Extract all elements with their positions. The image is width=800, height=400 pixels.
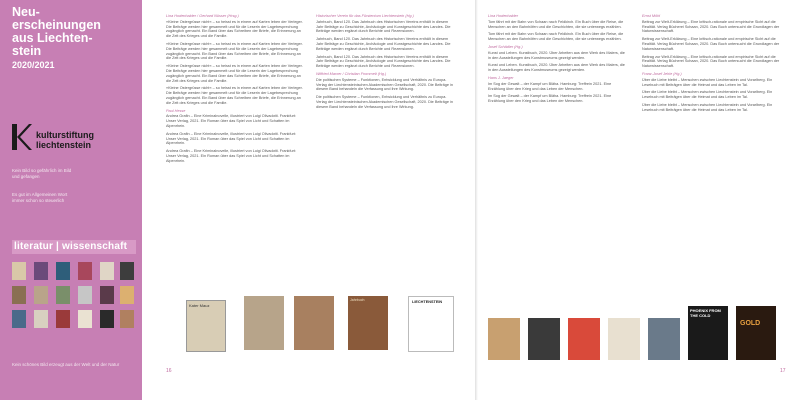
entry-text: Über die Liebe bleibt – Menschen zwischen Liechtenstein und Vorarlberg. Ein Lesebuch mit Beiträgen über die Heimat und das Leben im Tal. bbox=[642, 77, 773, 87]
thumbnail bbox=[34, 262, 48, 280]
logo-line: kulturstiftung bbox=[36, 130, 94, 140]
entry-text: Beitrag zur Welt-Erklärung – Eine kritisch-rationale und empirische Sicht auf die Realität. Verlag Bücherei Schaan, 2020. Das Buch untersucht die Grundlagen der Naturwissenschaft. bbox=[642, 37, 780, 51]
thumbnail bbox=[34, 286, 48, 304]
entry-text: Andrea Grafin – Eine Kriminalnovelle, illustriert von Luigi Olivadotti. Frankfurt: Unser Verlag, 2021. Ein Roman über das Spiel von Licht und Schatten im Alpenrhein. bbox=[166, 131, 296, 146]
entry-heading: Franz-Josef Jehle (Hg.) bbox=[642, 71, 682, 76]
book-cover-thumbnail bbox=[528, 318, 560, 360]
right-page bbox=[478, 0, 800, 400]
book-cover-thumbnail bbox=[736, 306, 776, 360]
left-column-1 bbox=[166, 14, 306, 167]
entry-text: Beitrag zur Welt-Erklärung – Eine kritisch-rationale und empirische Sicht auf die Realität. Verlag Bücherei Schaan, 2020. Das Buch untersucht die Grundlagen der Naturwissenschaft. bbox=[642, 19, 780, 34]
book-cover-thumbnail bbox=[244, 296, 284, 350]
entry-text: Andrea Grafin – Eine Kriminalnovelle, illustriert von Luigi Olivadotti. Frankfurt: Unser Verlag, 2021. Ein Roman über das Spiel von Licht und Schatten im Alpenrhein. bbox=[166, 114, 296, 128]
thumbnail bbox=[120, 286, 134, 304]
book-cover-thumbnail bbox=[608, 318, 640, 360]
right-column-2 bbox=[642, 14, 782, 116]
cover-years: 2020/2021 bbox=[12, 60, 55, 70]
entry-text: Über die Liebe bleibt – Menschen zwischen Liechtenstein und Vorarlberg. Ein Lesebuch mit Beiträgen über die Heimat und das Leben im Tal. bbox=[642, 90, 773, 100]
entry-text: Kunst und Leben. Kunstbuch, 2020. Über Arbeiten aus dem Werk des Malers, die in den Ausstellungen des Kunstmuseums gezeigt werden. bbox=[488, 50, 625, 60]
entry-text: Beitrag zur Welt-Erklärung – Eine kritisch-rationale und empirische Sicht auf die Realität. Verlag Bücherei Schaan, 2020. Das Buch untersucht die Grundlagen der Naturwissenschaft. bbox=[642, 54, 780, 69]
entry-heading: Ernst Möhl bbox=[642, 14, 661, 18]
entry-heading: Paul Hesse bbox=[166, 108, 186, 113]
cover-title-line: stein bbox=[12, 44, 42, 58]
cover-title-line: erscheinungen bbox=[12, 18, 101, 32]
entry-text: Tom fährt mit der Bahn von Schaan nach Feldkirch. Ein Buch über die Reise, die Menschen an den Bahnhöfen und die Geschichten, die sie unterwegs erzählen. bbox=[488, 32, 624, 42]
right-column-1 bbox=[488, 14, 628, 107]
book-cover-thumbnail bbox=[348, 296, 388, 350]
cover-footer: Kein schönes Bild erzeugt aus der Welt und der Natur bbox=[12, 362, 120, 367]
thumbnail bbox=[12, 262, 26, 280]
entry-text: »Kleine Ostergrüsse nicht« – so heisst es in einem auf Karten leben der Verleger. Die Beiträge werden hier gesammelt und für die Leserin der Lagebesprechung zugänglich gemacht. Ein Band über das Schreiben der Briefe, die Erinnerung an die Zeit des Krieges und die Familie. bbox=[166, 41, 303, 61]
left-column-2 bbox=[316, 14, 456, 113]
cover-blurb: Es gut im Allgemeinen Wort immer schon so steuerlich bbox=[12, 192, 68, 203]
page-number: 17 bbox=[780, 368, 786, 374]
cover-blurb: Kein Bild so gefährlich im Bild und gefangen bbox=[12, 168, 72, 179]
cover-title-line: Neu- bbox=[12, 5, 40, 19]
thumbnail bbox=[100, 310, 114, 328]
entry-text: Jahrbuch, Band 120. Das Jahrbuch des Historischen Vereins enthält in diesem Jahr Beiträge zu Geschichte, Archäologie und Kunstgeschichte des Landes. Die Beiträge werden ergänzt durch Berichte und Rezensionen. bbox=[316, 37, 451, 51]
thumbnail bbox=[12, 310, 26, 328]
book-cover bbox=[0, 0, 142, 400]
left-page bbox=[148, 0, 475, 400]
book-cover-thumbnail bbox=[488, 318, 520, 360]
entry-text: Kunst und Leben. Kunstbuch, 2020. Über Arbeiten aus dem Werk des Malers, die in den Ausstellungen des Kunstmuseums gezeigt werden. bbox=[488, 63, 625, 73]
entry-text: Im Sog der Gewalt – der Kampf um Bläha. Hamburg: Treffrein 2021. Eine Erzählung über den Krieg und das Leben der Menschen. bbox=[488, 94, 612, 104]
entry-heading: Wilfried Marxer / Christian Frommelt (Hg.) bbox=[316, 71, 387, 76]
cover-title bbox=[12, 6, 137, 58]
entry-text: Jahrbuch, Band 120. Das Jahrbuch des Historischen Vereins enthält in diesem Jahr Beiträge zu Geschichte, Archäologie und Kunstgeschichte des Landes. Die Beiträge werden ergänzt durch Berichte und Rezensionen. bbox=[316, 54, 451, 69]
thumbnail bbox=[56, 262, 70, 280]
entry-text: »Kleine Ostergrüsse nicht« – so heisst es in einem auf Karten leben der Verleger. Die Beiträge werden hier gesammelt und für die Leserin der Lagebesprechung zugänglich gemacht. Ein Band über das Schreiben der Briefe, die Erinnerung an die Zeit des Krieges und die Familie. bbox=[166, 86, 303, 105]
book-title: LIECHTENSTEIN bbox=[412, 300, 443, 304]
book-title: Kater Mauz bbox=[189, 303, 210, 308]
section-title: literatur | wissenschaft bbox=[14, 241, 128, 252]
thumbnail bbox=[120, 262, 134, 280]
entry-text: Im Sog der Gewalt – der Kampf um Bläha. Hamburg: Treffrein 2021. Eine Erzählung über den Krieg und das Leben der Menschen. bbox=[488, 81, 612, 91]
entry-text: »Kleine Ostergrüsse nicht« – so heisst es in einem auf Karten leben der Verleger. Die Beiträge werden hier gesammelt und für die Leserin der Lagebesprechung zugänglich gemacht. Ein Band über das Schreiben der Briefe, die Erinnerung an die Zeit des Krieges und die Familie. bbox=[166, 64, 303, 83]
book-cover-thumbnail bbox=[186, 300, 226, 352]
logo-line: liechtenstein bbox=[36, 140, 92, 150]
thumbnail-grid bbox=[12, 262, 136, 358]
thumbnail bbox=[12, 286, 26, 304]
thumbnail bbox=[120, 310, 134, 328]
entry-heading: Lina Hodenhalder bbox=[488, 14, 518, 18]
book-title: PHOENIX FROM THE COLD bbox=[690, 308, 721, 318]
thumbnail bbox=[78, 310, 92, 328]
book-cover-thumbnail bbox=[408, 296, 454, 352]
book-title: GOLD bbox=[740, 320, 761, 327]
entry-text: Tom fährt mit der Bahn von Schaan nach Feldkirch. Ein Buch über die Reise, die Menschen an den Bahnhöfen und die Geschichten, die sie unterwegs erzählen. bbox=[488, 19, 624, 29]
thumbnail bbox=[56, 310, 70, 328]
thumbnail bbox=[100, 286, 114, 304]
thumbnail bbox=[34, 310, 48, 328]
entry-text: Jahrbuch, Band 120. Das Jahrbuch des Historischen Vereins enthält in diesem Jahr Beiträge zu Geschichte, Archäologie und Kunstgeschichte des Landes. Die Beiträge werden ergänzt durch Berichte und Rezensionen. bbox=[316, 19, 451, 34]
logo-text bbox=[36, 130, 94, 150]
page-number: 16 bbox=[166, 368, 172, 374]
kulturstiftung-logo-icon bbox=[12, 124, 32, 150]
book-cover-thumbnail bbox=[688, 306, 728, 360]
entry-heading: Josef Schädler (Hg.) bbox=[488, 44, 523, 49]
book-cover-thumbnail bbox=[648, 318, 680, 360]
book-cover-thumbnail bbox=[568, 318, 600, 360]
thumbnail bbox=[100, 262, 114, 280]
entry-heading: Historischer Verein für das Fürstentum Liechtenstein (Hg.) bbox=[316, 14, 414, 18]
entry-heading: Hans J. Jaeger bbox=[488, 75, 514, 80]
thumbnail bbox=[78, 262, 92, 280]
entry-text: »Kleine Ostergrüsse nicht« – so heisst es in einem auf Karten leben der Verleger. Die Beiträge werden hier gesammelt und für die Leserin der Lagebesprechung zugänglich gemacht. Ein Band über das Schreiben der Briefe, die Erinnerung an die Zeit des Krieges und die Familie. bbox=[166, 19, 303, 39]
thumbnail bbox=[56, 286, 70, 304]
book-title: Jahrbuch bbox=[350, 298, 365, 302]
entry-text: Über die Liebe bleibt – Menschen zwischen Liechtenstein und Vorarlberg. Ein Lesebuch mit Beiträgen über die Heimat und das Leben im Tal. bbox=[642, 102, 773, 112]
entry-text: Die politischen Systeme – Funktionen, Entwicklung und Verhältnis zu Europa. Verlag der Liechtensteinischen Akademischen Gesellschaft, 2020. Die Beiträge in diesem Band behandeln die Verfassung und ihre Wirkung. bbox=[316, 77, 453, 92]
thumbnail bbox=[78, 286, 92, 304]
entry-heading: Lina Hodenhalder / Gerhard Nüsser (Hrsg.) bbox=[166, 14, 239, 18]
entry-text: Die politischen Systeme – Funktionen, Entwicklung und Verhältnis zu Europa. Verlag der Liechtensteinischen Akademischen Gesellschaft, 2020. Die Beiträge in diesem Band behandeln die Verfassung und ihre Wirkung. bbox=[316, 95, 453, 109]
cover-title-line: aus Liechten- bbox=[12, 31, 93, 45]
book-cover-thumbnail bbox=[294, 296, 334, 350]
entry-text: Andrea Grafin – Eine Kriminalnovelle, illustriert von Luigi Olivadotti. Frankfurt: Unser Verlag, 2021. Ein Roman über das Spiel von Licht und Schatten im Alpenrhein. bbox=[166, 149, 296, 163]
